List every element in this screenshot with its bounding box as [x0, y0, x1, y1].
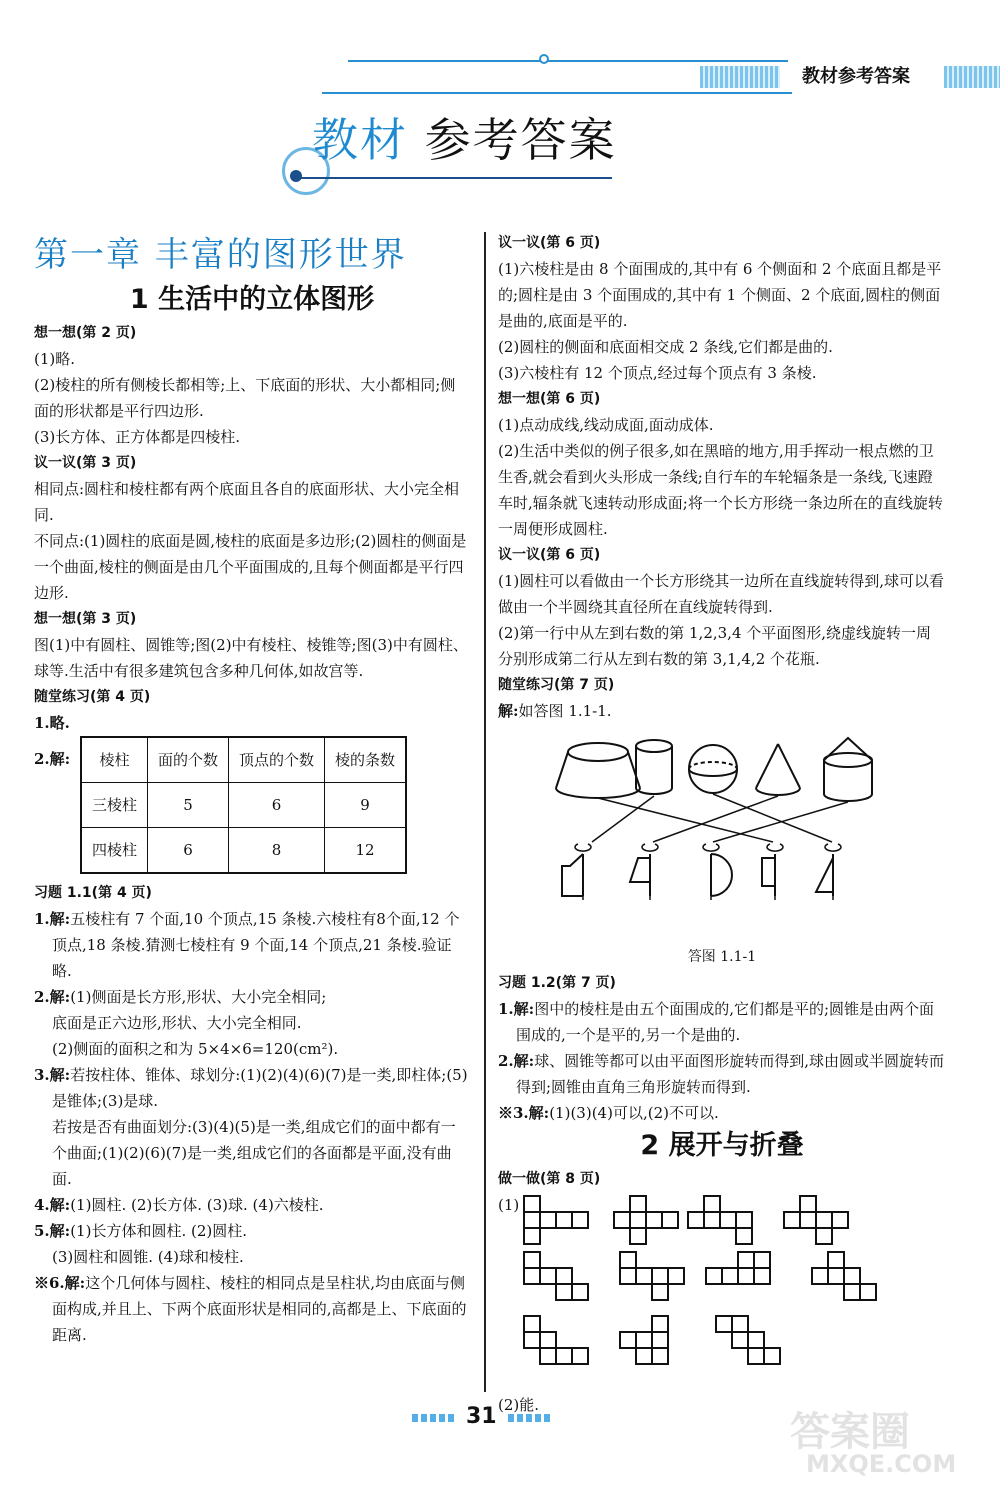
text-line: ※6.解:这个几何体与圆柱、棱柱的相同点是呈柱状,均由底面与侧面构成,并且上、下两个底面形状是相同的,高都是上、下底面的距离.: [34, 1274, 467, 1344]
table-header-row: [81, 737, 406, 783]
nets-tag: (1): [498, 1196, 520, 1214]
table-cell: 8: [229, 828, 325, 874]
section-title: 1 生活中的立体图形: [129, 284, 375, 315]
table-header-cell: 顶点的个数: [229, 737, 325, 783]
header-stripe-right: [944, 66, 1000, 88]
right-column: [498, 230, 946, 1418]
rotation-figure-svg: [498, 724, 938, 924]
text-line: 图(1)中有圆柱、圆锥等;图(2)中有棱柱、棱锥等;图(3)中有圆柱、球等.生活中有很多建筑包含多种几何体,如故宫等.: [34, 636, 468, 680]
text-line: (2)第一行中从左到右数的第 1,2,3,4 个平面图形,绕虚线旋转一周分别形成第二行从左到右数的第 3,1,4,2 个花瓶.: [498, 624, 932, 668]
left-lines-2: [34, 880, 470, 1348]
rotation-figure: [498, 724, 938, 944]
text-line: 3.解:若按柱体、锥体、球划分:(1)(2)(4)(6)(7)是一类,即柱体;(5)是锥体;(3)是球.: [34, 1066, 468, 1110]
table-cell: 5: [148, 783, 229, 828]
subheading: 随堂练习(第 7 页): [498, 677, 615, 693]
cube-nets-svg: [498, 1192, 938, 1392]
table-cell: 12: [325, 828, 407, 874]
left-lines: [34, 320, 470, 736]
text-line: 1.解:五棱柱有 7 个面,10 个顶点,15 条棱.六棱柱有8个面,12 个顶点,18 条棱.猜测七棱柱有 9 个面,14 个顶点,21 条棱.验证略.: [34, 910, 460, 980]
table-header-cell: 面的个数: [148, 737, 229, 783]
chapter-title: 第一章 丰富的图形世界: [34, 235, 407, 275]
subheading: 想一想(第 2 页): [34, 325, 137, 341]
subheading: 议一议(第 6 页): [498, 547, 601, 563]
page-stripe-right: [508, 1414, 552, 1422]
table-row: [81, 783, 406, 828]
text-line: (2)棱柱的所有侧棱长都相等;上、下底面的形状、大小都相同;侧面的形状都是平行四边形.: [34, 376, 456, 420]
text-line: (3)六棱柱有 12 个顶点,经过每个顶点有 3 条棱.: [498, 364, 817, 382]
answer-table: [80, 736, 407, 874]
figure-caption: 答图 1.1-1: [687, 949, 757, 965]
subheading: 习题 1.2(第 7 页): [498, 975, 616, 991]
table-row: [81, 828, 406, 874]
header-dot: [539, 54, 549, 64]
table-header-cell: 棱的条数: [325, 737, 407, 783]
column-divider: [484, 232, 486, 1392]
text-line: (3)圆柱和圆锥. (4)球和棱柱.: [52, 1248, 244, 1266]
answer-table-block: [34, 736, 470, 874]
text-line: (1)点动成线,线动成面,面动成体.: [498, 416, 714, 434]
text-line: 底面是正六边形,形状、大小完全相同.: [52, 1014, 302, 1032]
page-number: 31: [466, 1404, 497, 1429]
text-line: (1)六棱柱是由 8 个面围成的,其中有 6 个侧面和 2 个底面且都是平的;圆柱是由 3 个面围成的,其中有 1 个侧面、2 个底面,圆柱的侧面是曲的,底面是平的.: [498, 260, 942, 330]
text-line: (2)圆柱的侧面和底面相交成 2 条线,它们都是曲的.: [498, 338, 833, 356]
text-line: (1)圆柱可以看做由一个长方形绕其一边所在直线旋转得到,球可以看做由一个半圆绕其直径所在直线旋转得到.: [498, 572, 945, 616]
text-line: 2.解:球、圆锥等都可以由平面图形旋转而得到,球由圆或半圆旋转而得到;圆锥由直角三角形旋转而得到.: [498, 1052, 944, 1096]
table-cell: 6: [148, 828, 229, 874]
title-dot-decor: [290, 170, 302, 182]
subheading: 想一想(第 3 页): [34, 611, 137, 627]
text-line: ※3.解:(1)(3)(4)可以,(2)不可以.: [498, 1104, 719, 1122]
subheading: 议一议(第 3 页): [34, 455, 137, 471]
subheading: 想一想(第 6 页): [498, 391, 601, 407]
table-cell: 四棱柱: [81, 828, 148, 874]
zuo-heading: 做一做(第 8 页): [498, 1171, 601, 1187]
text-line: 1.略.: [34, 714, 70, 732]
table-header-cell: 棱柱: [81, 737, 148, 783]
page-title-part2: 参考答案: [424, 113, 617, 167]
table-cell: 9: [325, 783, 407, 828]
watermark-url: MXQE.COM: [806, 1450, 957, 1478]
table-cell: 6: [229, 783, 325, 828]
header-label: 教材参考答案: [786, 64, 926, 90]
page-title-part1: 教材: [312, 113, 408, 167]
cube-nets-figure: [498, 1192, 938, 1392]
section-title-2: 2 展开与折叠: [640, 1130, 804, 1161]
text-line: (2)生活中类似的例子很多,如在黑暗的地方,用手挥动一根点燃的卫生香,就会看到火头形成一条线;自行车的车轮辐条是一条线,飞速蹬车时,辐条就飞速转动形成面;将一个长方形绕一条边所在的直线旋转一周便形成圆柱.: [498, 442, 943, 538]
subheading: 随堂练习(第 4 页): [34, 689, 151, 705]
subheading: 习题 1.1(第 4 页): [34, 885, 152, 901]
text-line: (3)长方体、正方体都是四棱柱.: [34, 428, 241, 446]
text-line: 2.解:(1)侧面是长方形,形状、大小完全相同;: [34, 988, 327, 1006]
text-line: 5.解:(1)长方体和圆柱. (2)圆柱.: [34, 1222, 248, 1240]
right-lines-2: [498, 970, 946, 1126]
text-line: 4.解:(1)圆柱. (2)长方体. (3)球. (4)六棱柱.: [34, 1196, 324, 1214]
answer-2: (2)能.: [498, 1396, 540, 1414]
text-line: (2)侧面的面积之和为 5×4×6=120(cm²).: [52, 1040, 339, 1058]
table-tag: 2.解:: [34, 750, 71, 768]
text-line: 解:如答图 1.1-1.: [498, 702, 612, 720]
page-stripe-left: [412, 1414, 456, 1422]
table-cell: 三棱柱: [81, 783, 148, 828]
subheading: 议一议(第 6 页): [498, 235, 601, 251]
header-stripe-left: [700, 66, 780, 88]
page-title: [312, 110, 617, 170]
text-line: 相同点:圆柱和棱柱都有两个底面且各自的底面形状、大小完全相同.: [34, 480, 460, 524]
text-line: 1.解:图中的棱柱是由五个面围成的,它们都是平的;圆锥是由两个面围成的,一个是平的,另一个是曲的.: [498, 1000, 935, 1044]
header-rule-bottom: [322, 92, 792, 94]
text-line: 不同点:(1)圆柱的底面是圆,棱柱的底面是多边形;(2)圆柱的侧面是一个曲面,棱柱的侧面是由几个平面围成的,且每个侧面都是平行四边形.: [34, 532, 467, 602]
left-column: [34, 230, 470, 1348]
text-line: (1)略.: [34, 350, 76, 368]
header-rule: [348, 60, 788, 62]
right-lines: [498, 230, 946, 724]
text-line: 若按是否有曲面划分:(3)(4)(5)是一类,组成它们的面中都有一个曲面;(1)(2)(6)(7)是一类,组成它们的各面都是平面,没有曲面.: [52, 1118, 456, 1188]
title-underline: [300, 177, 612, 179]
watermark-logo: 答案圈: [790, 1409, 910, 1455]
